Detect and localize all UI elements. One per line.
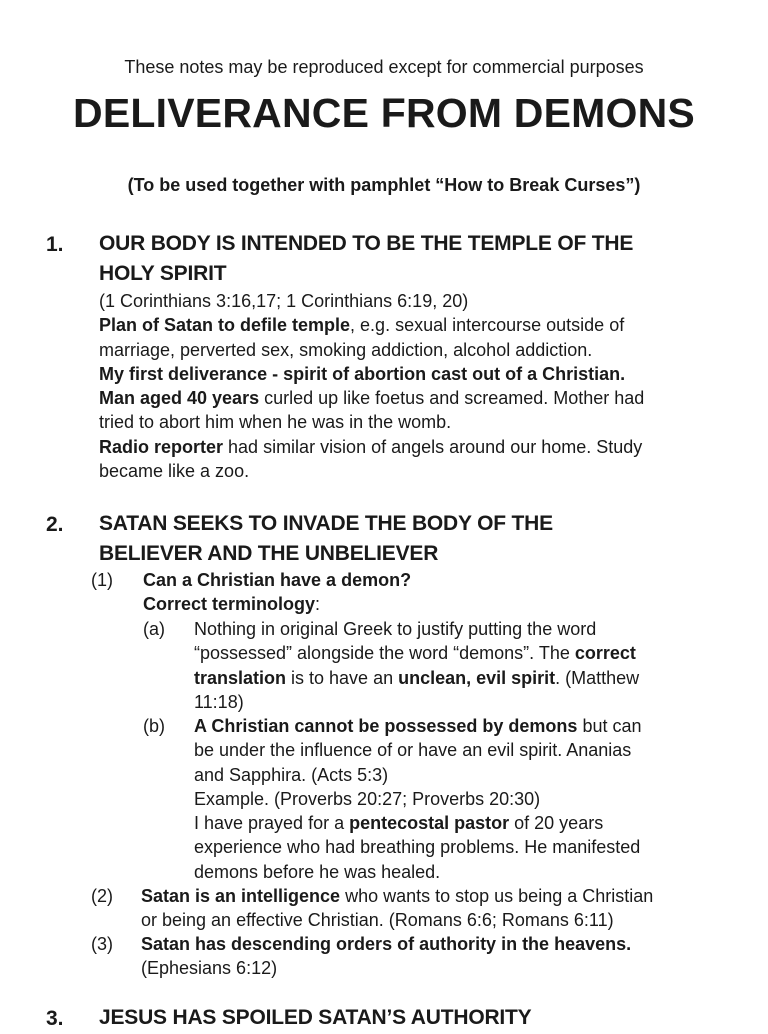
bold-phrase: Correct terminology bbox=[143, 594, 316, 615]
scripture-reference: (1 Corinthians 3:16,17; 1 Corinthians 6:19, 20) bbox=[99, 291, 469, 311]
text-run: I have prayed for a bbox=[194, 813, 350, 834]
section-heading bbox=[99, 1003, 739, 1033]
sub-item-line: 11:18) bbox=[194, 691, 244, 712]
section-heading-line: OUR BODY IS INTENDED TO BE THE TEMPLE OF THE bbox=[99, 232, 634, 255]
section-heading-line: HOLY SPIRIT bbox=[99, 262, 227, 285]
bold-phrase: Man aged 40 years bbox=[99, 388, 260, 409]
list-item-number: (1) bbox=[91, 570, 113, 590]
paragraph bbox=[99, 313, 739, 337]
sub-item-line bbox=[194, 714, 734, 738]
sub-item-letter: (a) bbox=[143, 619, 165, 639]
section-heading-line: SATAN SEEKS TO INVADE THE BODY OF THE bbox=[99, 512, 553, 535]
list-item bbox=[141, 884, 741, 933]
sub-item-letter: (b) bbox=[143, 716, 165, 736]
bold-phrase: unclean, evil spirit bbox=[398, 667, 556, 688]
text-run: of 20 years bbox=[509, 813, 604, 834]
text-run: who wants to stop us being a Christian bbox=[340, 886, 654, 906]
list-item-line bbox=[143, 592, 743, 616]
list-item-line bbox=[143, 568, 743, 592]
page-title: DELIVERANCE FROM DEMONS bbox=[73, 90, 695, 136]
section-heading bbox=[99, 509, 739, 569]
sub-item bbox=[194, 617, 734, 714]
list-item-number: (3) bbox=[91, 934, 113, 954]
paragraph-line: marriage, perverted sex, smoking addiction, alcohol addiction. bbox=[99, 339, 593, 360]
section-number: 1. bbox=[46, 233, 64, 256]
sub-item-line bbox=[194, 811, 734, 835]
sub-item-line: Example. (Proverbs 20:27; Proverbs 20:30) bbox=[194, 788, 541, 809]
section-body bbox=[99, 289, 739, 483]
bold-phrase: translation bbox=[194, 667, 287, 688]
bold-phrase: My first deliverance - spirit of abortion cast out of a Christian. bbox=[99, 363, 626, 384]
section-heading-line: JESUS HAS SPOILED SATAN’S AUTHORITY bbox=[99, 1006, 532, 1029]
sub-item-line: experience who had breathing problems. He manifested bbox=[194, 837, 641, 858]
text-run: had similar vision of angels around our home. Study bbox=[223, 436, 643, 457]
text-run: , e.g. sexual intercourse outside of bbox=[350, 315, 625, 336]
paragraph bbox=[99, 435, 739, 459]
text-run: curled up like foetus and screamed. Mother had bbox=[259, 388, 645, 409]
sub-item-line bbox=[194, 641, 734, 665]
bold-phrase: Satan has descending orders of authority in the heavens. bbox=[141, 934, 632, 954]
sub-item bbox=[194, 714, 734, 884]
bold-phrase: Plan of Satan to defile temple bbox=[99, 315, 351, 336]
paragraph bbox=[99, 386, 739, 410]
bold-phrase: Can a Christian have a demon? bbox=[143, 570, 412, 590]
text-run: “possessed” alongside the word “demons”. The bbox=[194, 643, 575, 664]
list-item-line bbox=[141, 932, 741, 956]
list-item-line: (Ephesians 6:12) bbox=[141, 958, 278, 979]
text-run: . (Matthew bbox=[555, 667, 640, 688]
bold-phrase: pentecostal pastor bbox=[349, 813, 510, 834]
reproduction-notice: These notes may be reproduced except for commercial purposes bbox=[124, 57, 644, 77]
bold-phrase: Satan is an intelligence bbox=[141, 886, 341, 906]
page-subtitle: (To be used together with pamphlet “How to Break Curses”) bbox=[127, 175, 641, 195]
sub-item-line: Nothing in original Greek to justify putting the word bbox=[194, 619, 597, 639]
section-heading bbox=[99, 229, 739, 289]
sub-item-line: and Sapphira. (Acts 5:3) bbox=[194, 764, 389, 785]
paragraph bbox=[99, 362, 739, 386]
sub-item-line: be under the influence of or have an evil spirit. Ananias bbox=[194, 740, 632, 761]
text-run: but can bbox=[577, 716, 642, 736]
sub-item-line bbox=[194, 666, 734, 690]
list-item bbox=[143, 568, 743, 617]
bold-phrase: A Christian cannot be possessed by demons bbox=[194, 716, 578, 736]
section-number: 2. bbox=[46, 513, 64, 536]
bold-phrase: correct bbox=[574, 643, 636, 664]
list-item bbox=[141, 932, 741, 981]
list-item-number: (2) bbox=[91, 886, 113, 906]
paragraph-line: tried to abort him when he was in the womb. bbox=[99, 412, 452, 433]
text-run: is to have an bbox=[286, 667, 399, 688]
list-item-line: or being an effective Christian. (Romans 6:6; Romans 6:11) bbox=[141, 910, 614, 931]
paragraph-line: became like a zoo. bbox=[99, 461, 250, 482]
section-number: 3. bbox=[46, 1007, 64, 1030]
bold-phrase: Radio reporter bbox=[99, 436, 224, 457]
section-heading-line: BELIEVER AND THE UNBELIEVER bbox=[99, 542, 439, 565]
text-run: : bbox=[315, 594, 321, 615]
sub-item-line: demons before he was healed. bbox=[194, 861, 441, 882]
list-item-line bbox=[141, 884, 741, 908]
